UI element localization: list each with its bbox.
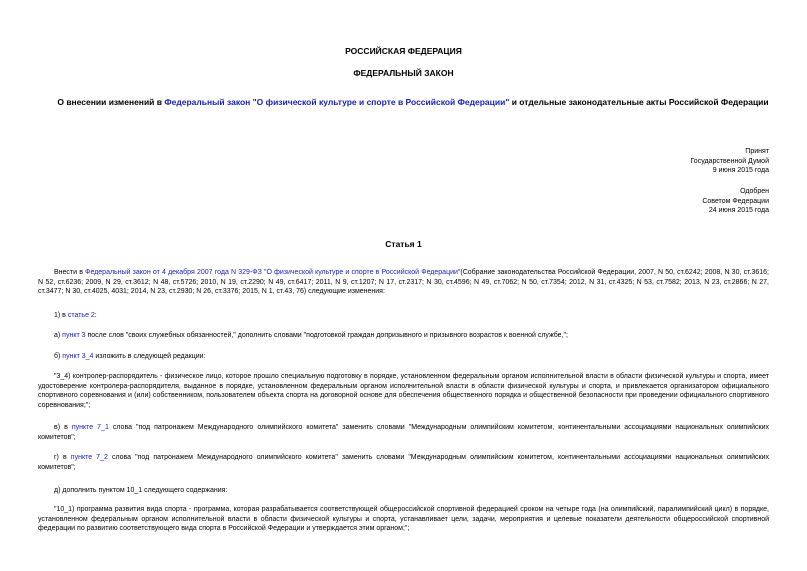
item-a-link[interactable]: пункт 3 [62,332,86,339]
intro-law-link[interactable]: Федеральный закон от 4 декабря 2007 года N 329-ФЗ "О физической культуре и спорте в Российской Федерации" [85,269,461,276]
doc-type-heading: ФЕДЕРАЛЬНЫЙ ЗАКОН [353,68,454,78]
approval-block [549,187,769,216]
intro-suffix: (Собрание законодательства Российской Федерации, 2007, N 50, ст.6242; 2008, N 30, ст.3616; N 52, ст.6236; 2009, N 29, ст.3612; N 48, ст.5726; 2010, N 19, ст.2290; N 49, ст.6417; 2011, N 9, ст.1207; N 17, ст.2317; N 30, ст.4596; N 49, ст.7062; N 50, ст.7354; 2012, N 31, ст.4325; N 53, ст.7582; 2013, N 23, ст.2866; N 27, ст.3477; N 30, ст.4025, 4031; 2014, N 23, ст.2930; N 26, ст.3376; 2015, N 1, ст.43, 76) следующие изменения: [38,269,769,295]
approval-line-2: Советом Федерации [702,197,769,205]
adoption-block [549,147,769,176]
item-b-suffix: изложить в следующей редакции: [93,353,206,360]
item-g-link[interactable]: пункте 7_2 [70,454,108,461]
approval-line-3: 24 июня 2015 года [708,207,769,214]
adoption-line-3: 9 июня 2015 года [712,167,769,174]
item-a-prefix: а) [54,332,63,339]
title-prefix: О внесении изменений в [57,97,165,107]
item-b [38,352,769,362]
item-g [38,453,769,472]
item-g-suffix: слова "под патронажем Международного олимпийского комитета" заменить словами "Международным олимпийским комитетом, континентальными ассоциациями национальных олимпийских комитетов"; [38,454,769,471]
item-v-prefix: в) в [54,424,72,431]
adoption-line-2: Государственной Думой [690,157,769,165]
item-d: д) дополнить пунктом 10_1 следующего содержания: [54,487,228,494]
title-suffix: и отдельные законодательные акты Российской Федерации [509,97,769,107]
approval-line-1: Одобрен [740,188,769,195]
item-b-link[interactable]: пункт 3_4 [62,353,94,360]
item-a [38,331,769,341]
item-1 [38,311,769,321]
law-title [48,97,778,108]
adoption-line-1: Принят [745,148,769,155]
item-v-suffix: слова "под патронажем Международного олимпийского комитета" заменить словами "Международным олимпийским комитетом, континентальными ассоциациями национальных олимпийских комитетов"; [38,424,769,441]
item-v [38,423,769,442]
article-heading: Статья 1 [385,239,422,249]
item-v-link[interactable]: пункте 7_1 [71,424,109,431]
item1-prefix: 1) в [54,312,68,319]
country-heading: РОССИЙСКАЯ ФЕДЕРАЦИЯ [345,46,462,56]
item-b-quote: "3_4) контролер-распорядитель - физическое лицо, которое прошло специальную подготовку в порядке, установленном федеральным органом исполнительной власти в области физической культуры и спорта, имеет удостоверение контролера-распорядителя, выданное в порядке, установленном федеральным органом исполнительной власти в области физической культуры и спорта, и привлекается организатором официального спортивного соревнования и (или) собственником, пользователем объекта спорта на договорной основе для обеспечения общественного порядка и общественной безопасности при проведении официального спортивного соревнования;"; [38,373,769,409]
item-b-prefix: б) [54,353,63,360]
item-g-prefix: г) в [54,454,71,461]
item1-article-link[interactable]: статье 2 [67,312,95,319]
item-d-quote: "10_1) программа развития вида спорта - программа, которая разрабатывается соответствующей общероссийской спортивной федерацией сроком на четыре года (на олимпийский, паралимпийский цикл) в порядке, установленном федеральным органом исполнительной власти в области физической культуры и спорта, устанавливает цели, задачи, мероприятия и целевые показатели деятельности общероссийской спортивной федерации по развитию соответствующего вида спорта в Российской Федерации и утверждается этим органом;"; [38,506,769,532]
intro-prefix: Внести в [54,269,86,276]
article-intro [38,268,769,297]
item-a-suffix: после слов "своих служебных обязанностей," дополнить словами "подготовкой граждан допризывного и призывного возрастов к военной службе,"; [85,332,568,339]
title-law-link[interactable]: Федеральный закон "О физической культуре и спорте в Российской Федерации" [164,97,510,107]
item1-suffix: : [94,312,97,319]
